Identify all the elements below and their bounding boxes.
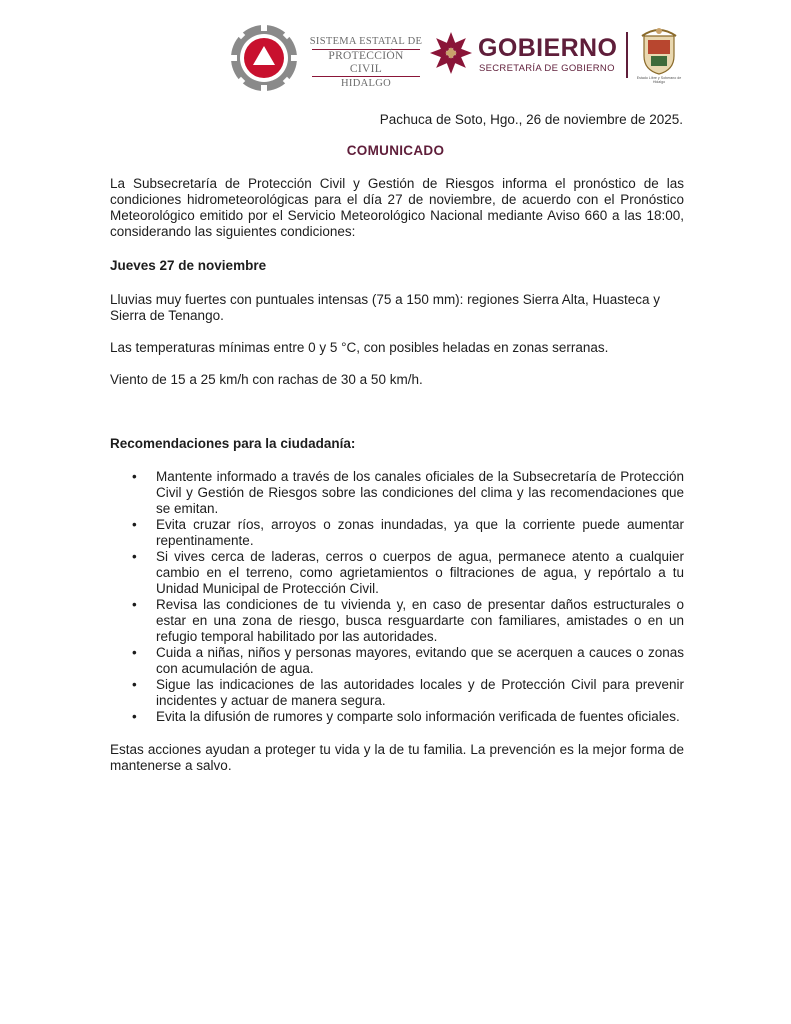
condition-temperature: Las temperaturas mínimas entre 0 y 5 °C, con posibles heladas en zonas serranas. [110,340,609,355]
recommendations-heading: Recomendaciones para la ciudadanía: [110,436,356,451]
pc-line-1: SISTEMA ESTATAL DE [309,36,423,47]
list-item [110,709,684,725]
list-item [110,645,684,677]
bullet-icon: • [132,645,137,660]
list-item-text: Revisa las condiciones de tu vivienda y, en caso de presentar daños estructurales o estar en una zona de riesgo, busca resguardarte con familiares, amistades o en un refugio temporal habilitado por las autoridades. [156,597,684,644]
intro-paragraph: La Subsecretaría de Protección Civil y Gestión de Riesgos informa el pronóstico de las condiciones hidrometeorológicas para el día 27 de noviembre, de acuerdo con el Pronóstico Meteorológico emitido por el Servicio Meteorológico Nacional mediante Aviso 660 a las 18:00, considerando las siguientes condiciones: [110,176,684,239]
gobierno-title: GOBIERNO [478,34,618,62]
bullet-icon: • [132,517,137,532]
list-item-text: Sigue las indicaciones de las autoridades locales y de Protección Civil para prevenir incidentes y actuar de manera segura. [156,677,684,708]
closing-paragraph: Estas acciones ayudan a proteger tu vida y la de tu familia. La prevención es la mejor forma de mantenerse a salvo. [110,742,684,773]
bullet-icon: • [132,677,137,692]
gobierno-subtitle: SECRETARÍA DE GOBIERNO [479,63,615,74]
list-item [110,549,684,597]
day-heading: Jueves 27 de noviembre [110,258,267,273]
recommendations-list [110,469,684,725]
gobierno-flower-icon [428,30,474,76]
bullet-icon: • [132,469,137,484]
list-item [110,469,684,517]
list-item-text: Si vives cerca de laderas, cerros o cuerpos de agua, permanece atento a cualquier cambio en el terreno, como agrietamientos o filtraciones de agua, y repórtalo a tu Unidad Municipal de Protección Civil. [156,549,684,596]
page-title: COMUNICADO [346,143,445,158]
list-item-text: Evita la difusión de rumores y comparte solo información verificada de fuentes oficiales. [156,709,680,724]
list-item [110,517,684,549]
list-item-text: Cuida a niñas, niños y personas mayores, evitando que se acerquen a cauces o zonas con acumulación de agua. [156,645,684,676]
bullet-icon: • [132,597,137,612]
list-item-text: Evita cruzar ríos, arroyos o zonas inundadas, ya que la corriente puede aumentar repentinamente. [156,517,684,548]
pc-line-3: HIDALGO [341,78,391,89]
proteccion-civil-wordmark [306,36,426,90]
proteccion-civil-logo [228,22,300,94]
letterhead [228,18,688,88]
list-item-text: Mantente informado a través de los canales oficiales de la Subsecretaría de Protección Civil y Gestión de Riesgos sobre las condiciones del clima y las recomendaciones que se emitan. [156,469,684,516]
pc-line-2: PROTECCIÓN CIVIL [312,49,420,77]
shield-caption: Estado Libre y Soberano de Hidalgo [636,76,682,84]
condition-rain: Lluvias muy fuertes con puntuales intensas (75 a 150 mm): regiones Sierra Alta, Huasteca y Sierra de Tenango. [110,292,661,323]
hidalgo-shield-icon [638,26,680,76]
bullet-icon: • [132,709,137,724]
header-divider [626,32,628,78]
list-item [110,677,684,709]
condition-wind: Viento de 15 a 25 km/h con rachas de 30 a 50 km/h. [110,372,423,387]
document-body [110,176,684,774]
date-line: Pachuca de Soto, Hgo., 26 de noviembre de 2025. [379,112,683,127]
list-item [110,597,684,645]
bullet-icon: • [132,549,137,564]
